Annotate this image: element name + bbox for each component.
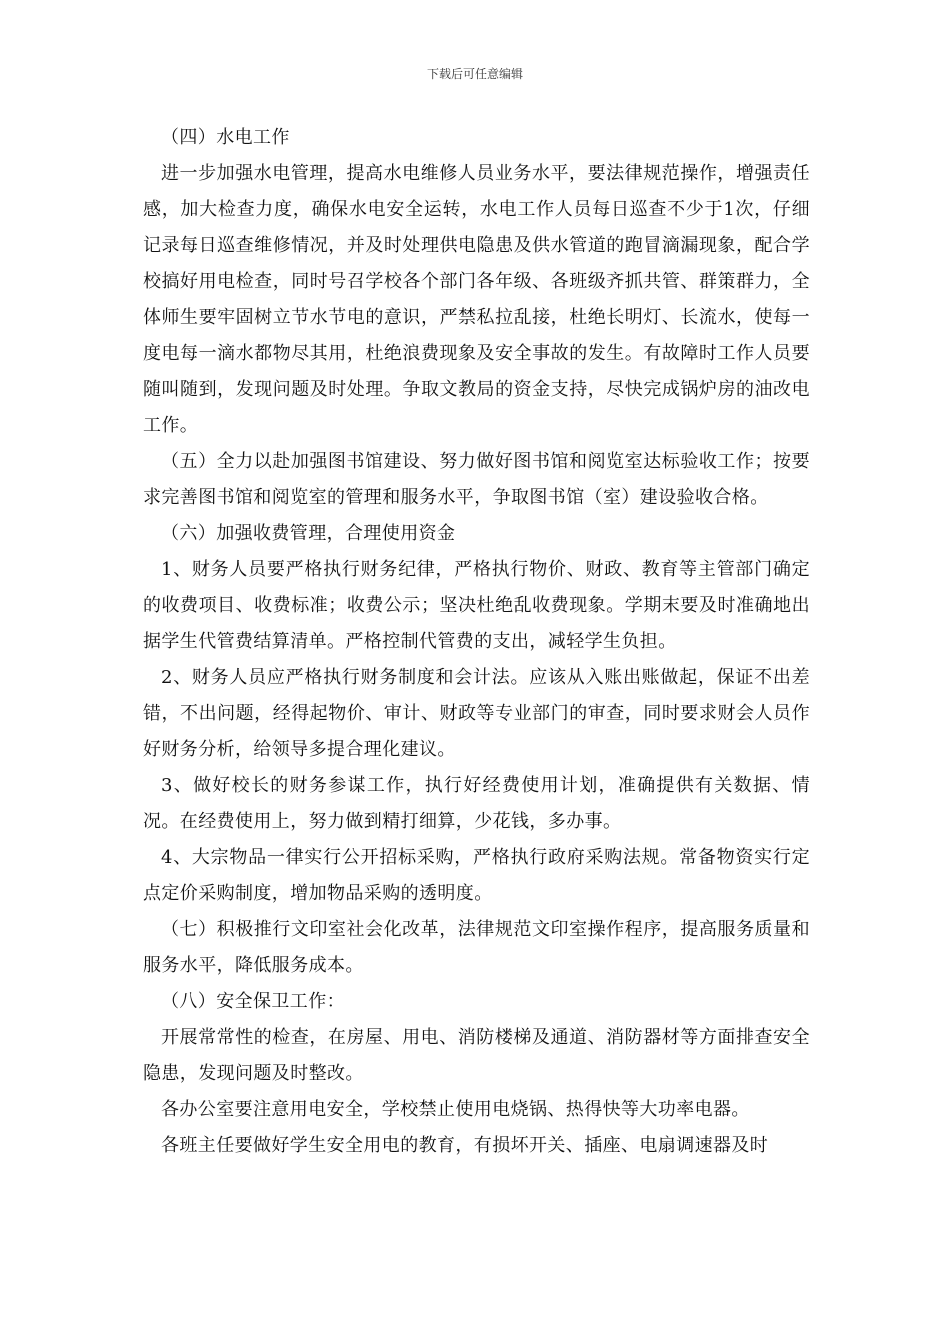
paragraph-class-teacher-education: 各班主任要做好学生安全用电的教育，有损坏开关、插座、电扇调速器及时 xyxy=(161,1135,769,1156)
paragraph-fees-item-4: 4、大宗物品一律实行公开招标采购，严格执行政府采购法规。常备物资实行定点定价采购制度，增加物品采购的透明度。 xyxy=(143,847,810,904)
section-heading-print-room: （七）积极推行文印室社会化改革，法律规范文印室操作程序，提高服务质量和服务水平，降低服务成本。 xyxy=(143,919,810,976)
paragraph-fees-item-3: 3、做好校长的财务参谋工作，执行好经费使用计划，准确提供有关数据、情况。在经费使用上，努力做到精打细算，少花钱，多办事。 xyxy=(143,775,810,832)
paragraph-security-inspection: 开展常常性的检查，在房屋、用电、消防楼梯及通道、消防器材等方面排查安全隐患，发现问题及时整改。 xyxy=(143,1027,810,1084)
section-heading-security: （八）安全保卫工作： xyxy=(161,991,345,1012)
page-header: 下载后可任意编辑 xyxy=(426,67,523,81)
paragraph-fees-item-2: 2、财务人员应严格执行财务制度和会计法。应该从入账出账做起，保证不出差错，不出问题，经得起物价、审计、财政等专业部门的审查，同时要求财会人员作好财务分析，给领导多提合理化建议。 xyxy=(143,667,810,760)
paragraph-water-electric-management: 进一步加强水电管理，提高水电维修人员业务水平，要法律规范操作，增强责任感，加大检查力度，确保水电安全运转，水电工作人员每日巡查不少于1次，仔细记录每日巡查维修情况，并及时处理供电隐患及供水管道的跑冒滴漏现象，配合学校搞好用电检查，同时号召学校各个部门各年级、各班级齐抓共管、群策群力，全体师生要牢固树立节水节电的意识，严禁私拉乱接，杜绝长明灯、长流水，使每一度电每一滴水都物尽其用，杜绝浪费现象及安全事故的发生。有故障时工作人员要随叫随到，发现问题及时处理。争取文教局的资金支持，尽快完成锅炉房的油改电工作。 xyxy=(143,163,810,436)
section-heading-library: （五）全力以赴加强图书馆建设、努力做好图书馆和阅览室达标验收工作；按要求完善图书馆和阅览室的管理和服务水平，争取图书馆（室）建设验收合格。 xyxy=(143,451,810,508)
paragraph-office-electric-safety: 各办公室要注意用电安全，学校禁止使用电烧锅、热得快等大功率电器。 xyxy=(161,1099,750,1120)
paragraph-fees-item-1: 1、财务人员要严格执行财务纪律，严格执行物价、财政、教育等主管部门确定的收费项目、收费标准；收费公示；坚决杜绝乱收费现象。学期末要及时准确地出据学生代管费结算清单。严格控制代管费的支出，减轻学生负担。 xyxy=(143,559,810,652)
section-heading-water-electric: （四）水电工作 xyxy=(161,127,290,148)
section-heading-fees: （六）加强收费管理，合理使用资金 xyxy=(161,523,456,544)
document-body xyxy=(143,120,810,1164)
